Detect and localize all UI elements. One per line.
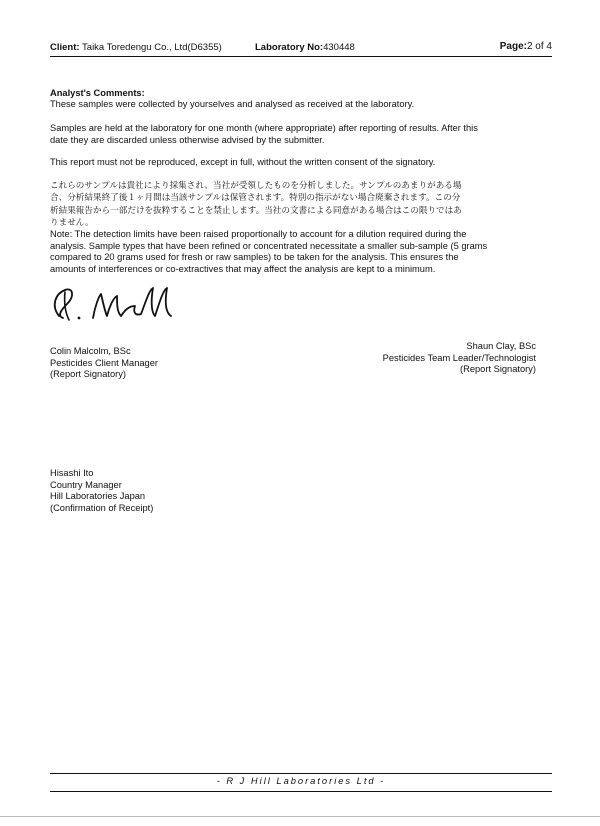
- receipt-confirmation-hisashi-ito: [50, 468, 153, 514]
- client-value: Taika Toredengu Co., Ltd(D6355): [82, 42, 222, 53]
- receiver-role: (Confirmation of Receipt): [50, 502, 154, 513]
- receiver-name: Hisashi Ito: [50, 468, 94, 478]
- footer-company-name: - R J Hill Laboratories Ltd -: [216, 776, 386, 786]
- signatory-title: Pesticides Team Leader/Technologist: [382, 352, 536, 363]
- footer-divider-top: [50, 773, 552, 774]
- comment-japanese-line: 合、分析結果終了後１ヶ月間は当該サンプルは保管されます。特別の指示がない場合廃棄されます。この分: [50, 193, 461, 204]
- page-number-field: [500, 41, 552, 52]
- detection-limit-note: [50, 229, 550, 275]
- signatory-name: Colin Malcolm, BSc: [50, 346, 131, 356]
- page-number-label: Page:: [499, 41, 527, 52]
- page-number-value: 2 of 4: [526, 41, 552, 52]
- comment-retention-line: Samples are held at the laboratory for one month (where appropriate) after reporting of results. After this: [50, 123, 478, 133]
- comment-japanese-line: 析結果報告から一部だけを抜粋することを禁止します。当社の文書による同意がある場合はこの限りではあ: [50, 205, 462, 216]
- comment-retention-line: date they are discarded unless otherwise advised by the submitter.: [50, 134, 325, 145]
- client-label: Client:: [50, 42, 80, 53]
- note-line: amounts of interferences or co-extractives that may affect the analysis are kept to a minimum.: [50, 263, 436, 274]
- note-line: analysis. Sample types that have been refined or concentrated necessitate a smaller sub-sample (5 grams: [50, 240, 488, 251]
- analyst-comments-title: Analyst's Comments:: [50, 88, 145, 98]
- handwritten-signature: [45, 282, 195, 326]
- comment-japanese-line: これらのサンプルは貴社により採集され、当社が受領したものを分析しました。サンプルのあまりがある場: [50, 181, 462, 191]
- signatory-shaun-clay: [383, 341, 536, 376]
- laboratory-number-field: [255, 42, 355, 53]
- signatory-name: Shaun Clay, BSc: [466, 341, 536, 351]
- signatory-colin-malcolm: [50, 346, 158, 381]
- page-header: [50, 38, 552, 56]
- comment-japanese: [50, 180, 550, 229]
- comment-collection: These samples were collected by yourselves and analysed as received at the laboratory.: [50, 99, 415, 109]
- comment-japanese-line: りません。: [50, 217, 94, 228]
- client-field: [50, 42, 222, 53]
- header-divider: [50, 56, 552, 57]
- note-line: Note: The detection limits have been raised proportionally to account for a dilution required during the: [50, 229, 467, 239]
- note-line: compared to 20 grams used for fresh or raw samples) to be taken for the analysis. This ensures the: [50, 252, 459, 262]
- comment-reproduction: This report must not be reproduced, except in full, without the written consent of the signatory.: [50, 157, 436, 167]
- comment-retention: [50, 123, 550, 146]
- laboratory-number-label: Laboratory No:: [255, 42, 324, 53]
- laboratory-number-value: 430448: [323, 42, 355, 53]
- receiver-organisation: Hill Laboratories Japan: [50, 491, 146, 502]
- receiver-title: Country Manager: [50, 479, 122, 490]
- signatory-title: Pesticides Client Manager: [50, 357, 158, 368]
- footer-divider-bottom: [50, 791, 552, 792]
- signatory-role: (Report Signatory): [460, 364, 536, 375]
- signatory-role: (Report Signatory): [50, 369, 126, 380]
- scan-edge-line: [0, 816, 600, 817]
